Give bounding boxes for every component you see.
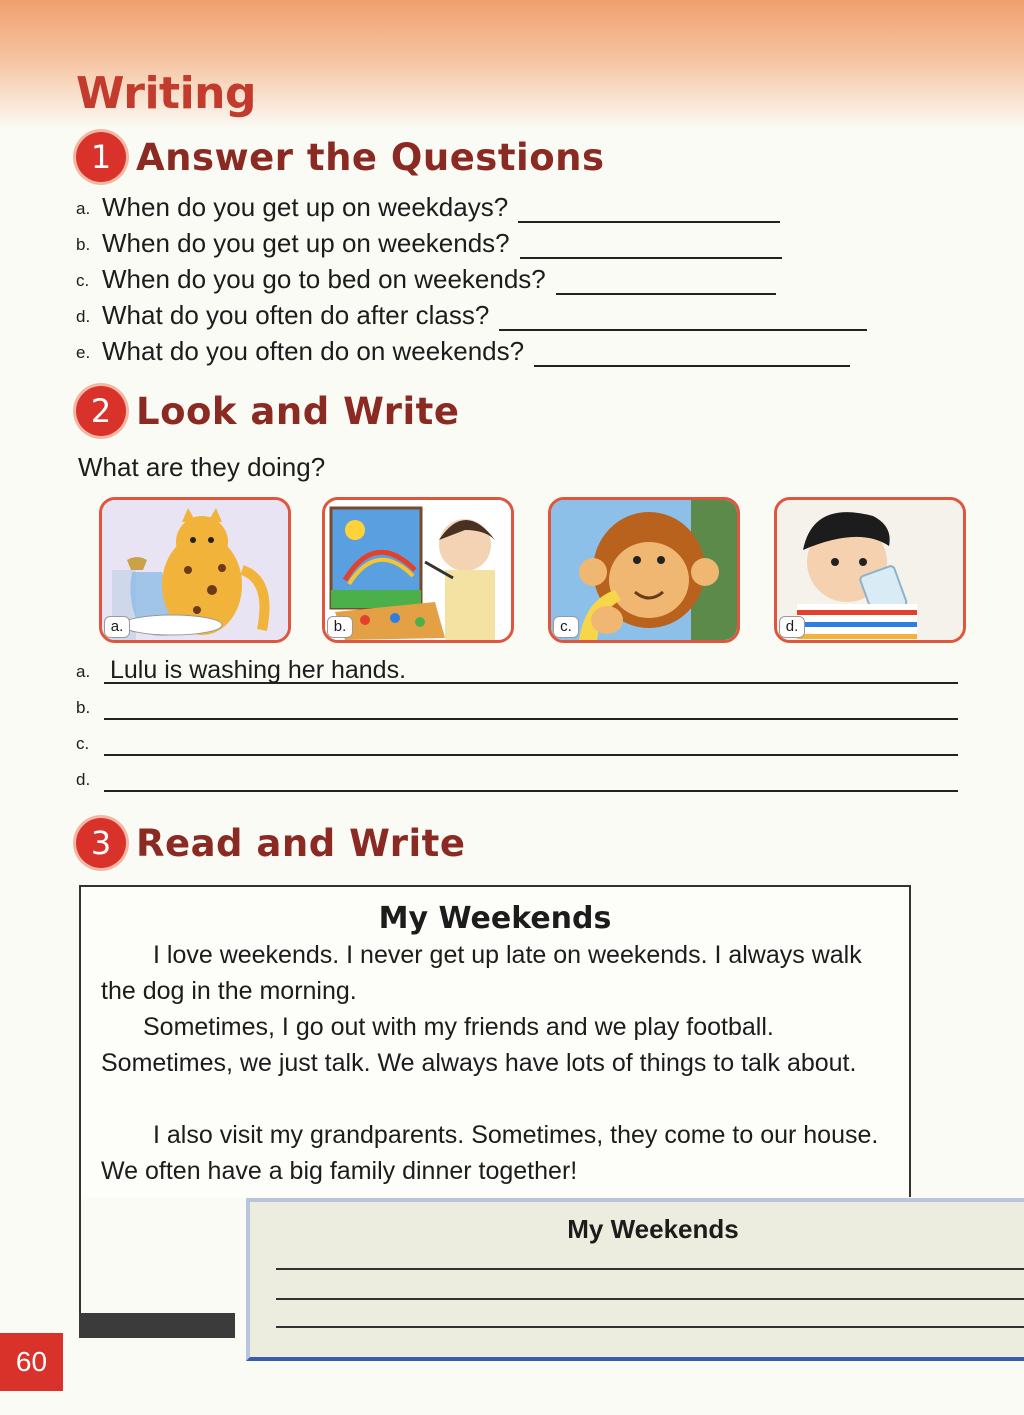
section-2-prompt: What are they doing? [78,452,326,482]
answer-row [76,728,958,756]
section-3-header [76,818,465,868]
decorative-bar [79,1313,235,1338]
picture-label: d. [779,616,805,638]
answer-row [76,692,958,720]
section-3-title: Read and Write [136,821,466,865]
section-3-number-badge: 3 [76,818,126,868]
story-paragraph: Sometimes, I go out with my friends and we play football. Sometimes, we just talk. We always have lots of things to talk about. [101,1013,857,1077]
section-2-number-badge: 2 [76,386,126,436]
writing-line[interactable] [276,1298,1024,1300]
passage-box-border [79,1195,81,1313]
writing-line[interactable] [276,1326,1024,1328]
page-title: Writing [76,68,256,119]
question-row [76,300,867,331]
question-row [76,192,780,223]
picture-c [548,497,740,643]
answer-row [76,764,958,792]
picture-label: c. [553,616,579,638]
answer-blank[interactable] [534,341,850,367]
question-letter: e. [76,343,91,362]
page-number: 60 [0,1333,63,1391]
answer-letter: d. [76,770,91,789]
boy-drinking-water-illustration [777,500,963,640]
answer-blank[interactable] [556,269,776,295]
answer-letter: a. [76,662,91,681]
answer-blank[interactable] [520,233,782,259]
question-text: When do you get up on weekdays? [102,192,509,222]
writing-line[interactable] [276,1268,1024,1270]
section-1-number-badge: 1 [76,132,126,182]
answer-line[interactable] [104,764,958,792]
story-paragraph: I also visit my grandparents. Sometimes, they come to our house. We often have a big family dinner together! [101,1121,879,1185]
story-paragraph: I love weekends. I never get up late on weekends. I always walk the dog in the morning. [101,941,862,1005]
question-letter: d. [76,307,91,326]
question-text: What do you often do on weekends? [102,336,525,366]
section-1-header [76,132,604,182]
girl-painting-illustration [325,500,511,640]
answer-letter: c. [76,734,90,753]
question-letter: c. [76,271,90,290]
section-1-title: Answer the Questions [136,135,605,179]
answer-line[interactable]: Lulu is washing her hands. [104,656,958,684]
answer-blank[interactable] [518,197,780,223]
story-title: My Weekends [378,901,612,936]
writing-card [246,1198,1024,1361]
picture-label: a. [104,616,130,638]
reading-passage-box [79,885,911,1197]
picture-b [322,497,514,643]
answer-row [76,656,958,684]
section-2-header [76,386,459,436]
section-2-title: Look and Write [136,389,460,433]
writing-card-title: My Weekends [567,1214,739,1244]
picture-label: b. [327,616,353,638]
answer-blank[interactable] [499,305,867,331]
answer-line[interactable] [104,692,958,720]
picture-d [774,497,966,643]
question-row [76,228,782,259]
leopard-washing-hands-illustration [102,500,288,640]
question-text: When do you go to bed on weekends? [102,264,546,294]
answer-letter: b. [76,698,91,717]
question-letter: a. [76,199,91,218]
question-text: When do you get up on weekends? [102,228,510,258]
monkey-eating-banana-illustration [551,500,737,640]
question-row [76,264,776,295]
question-row [76,336,850,367]
question-text: What do you often do after class? [102,300,490,330]
question-letter: b. [76,235,91,254]
picture-a [99,497,291,643]
answer-line[interactable] [104,728,958,756]
